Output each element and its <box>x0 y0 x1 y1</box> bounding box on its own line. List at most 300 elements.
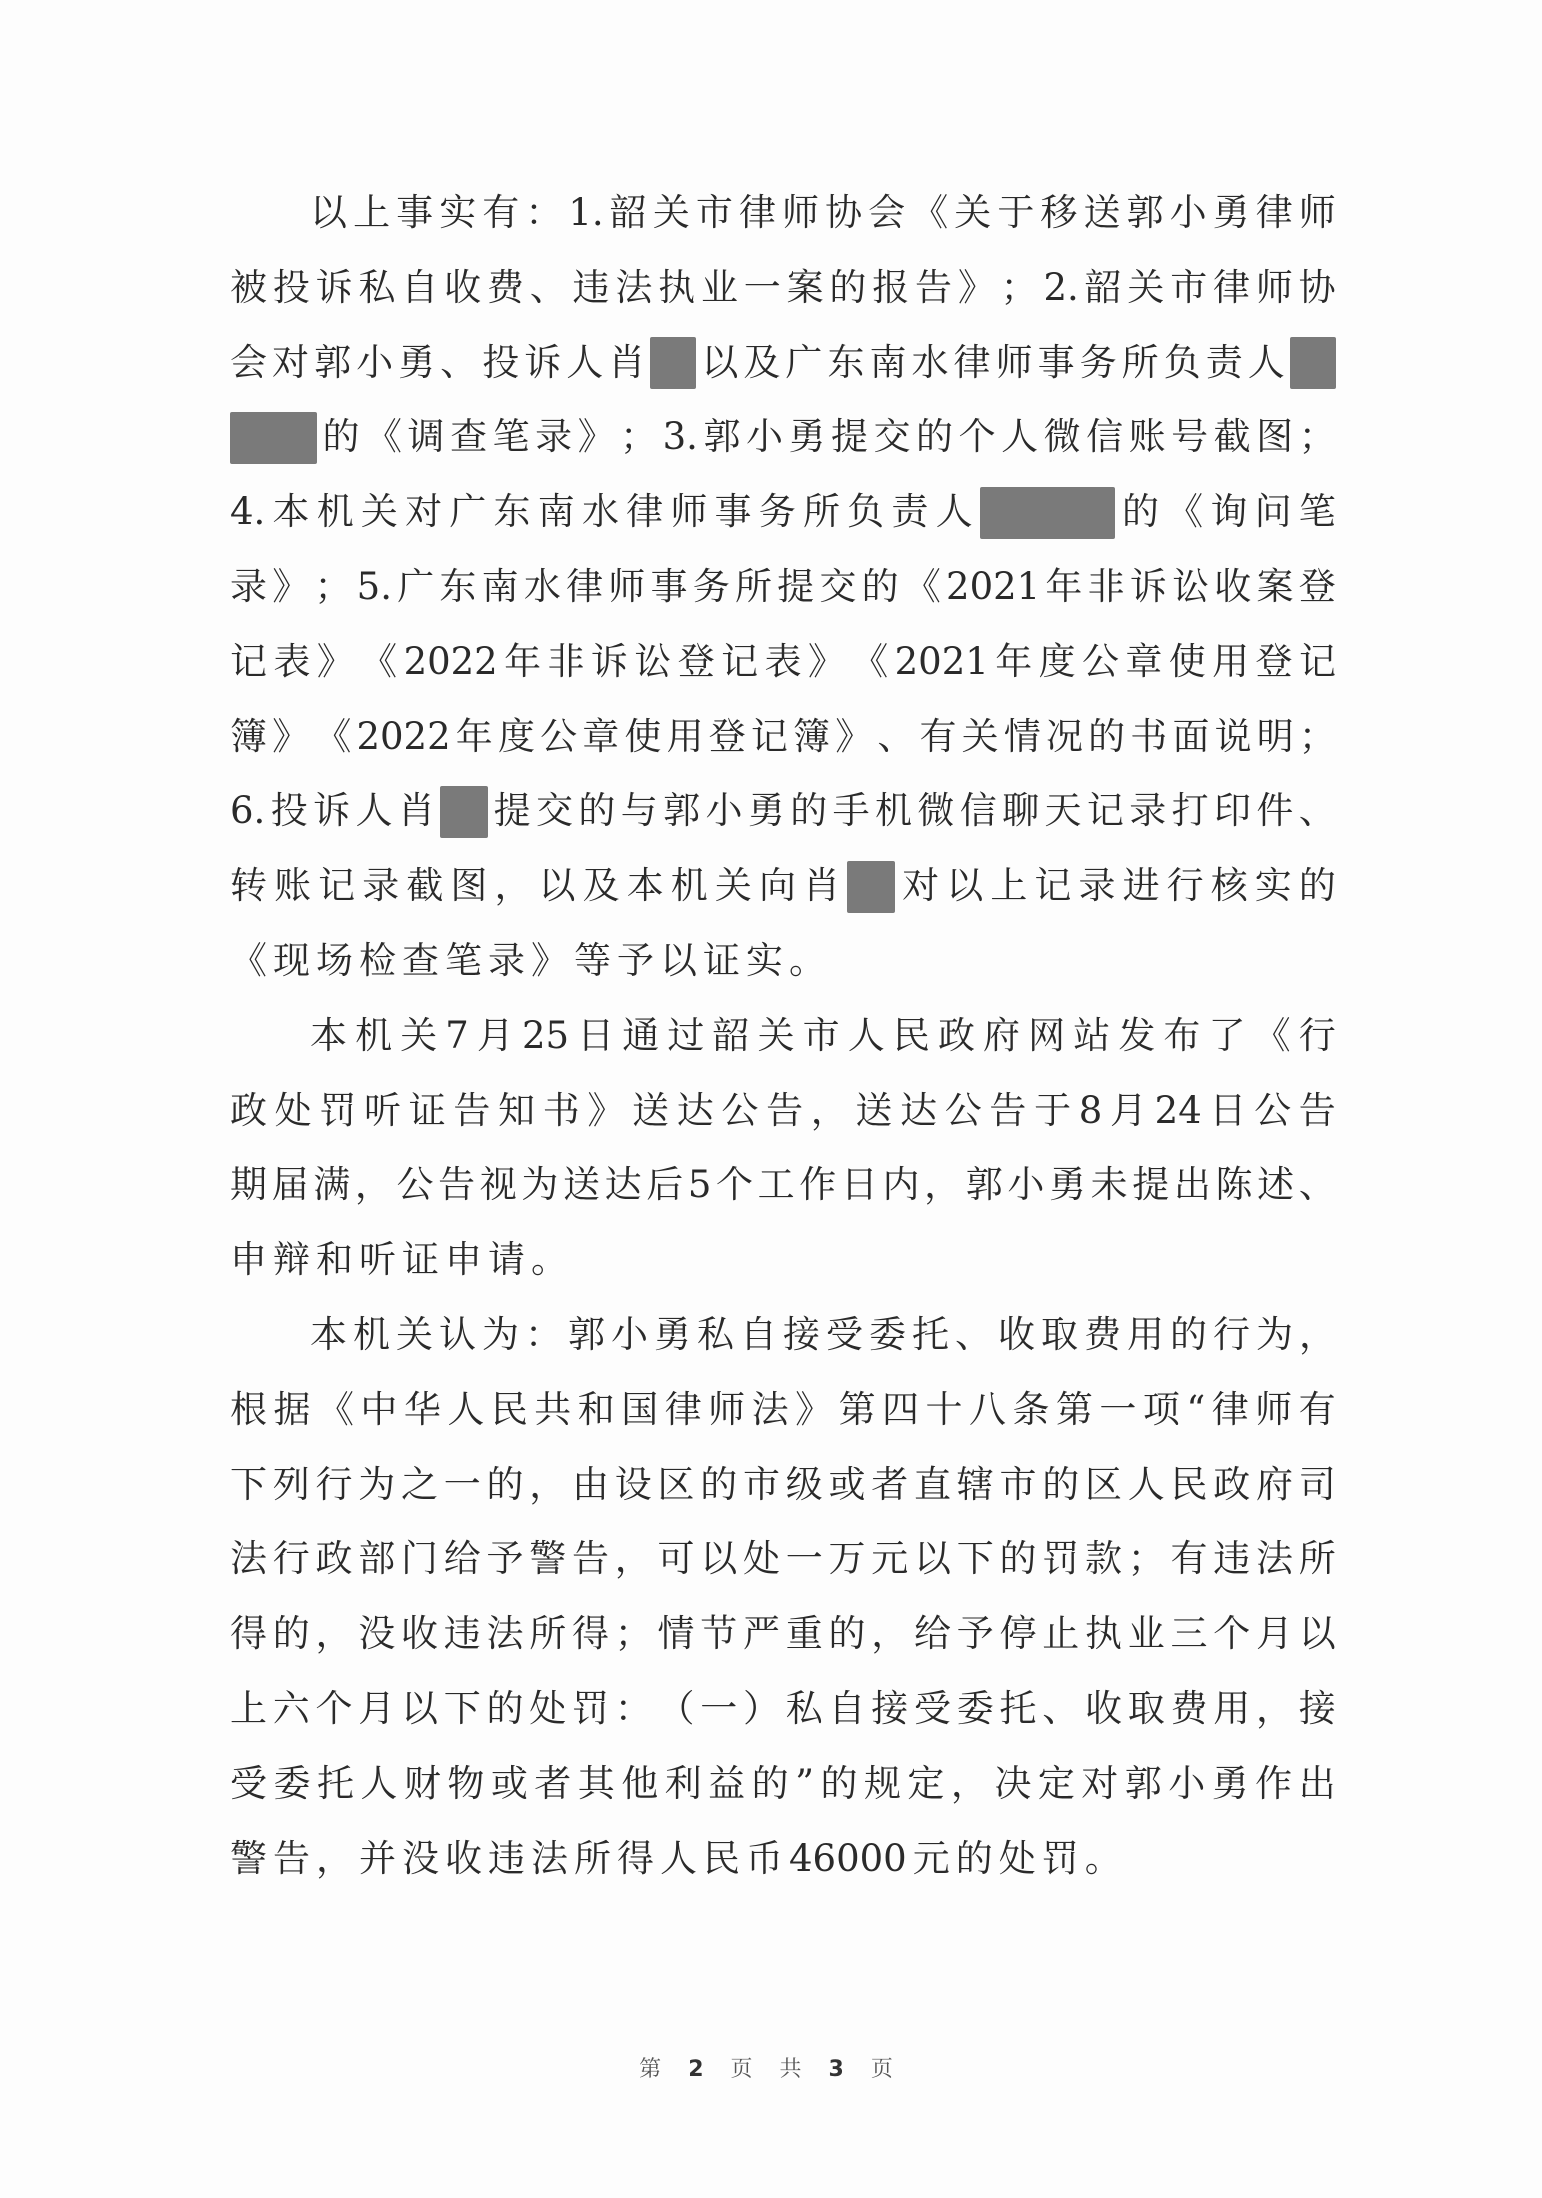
glyph: 》 <box>531 938 568 982</box>
glyph: ， <box>315 1612 353 1656</box>
glyph: 小 <box>611 1312 648 1356</box>
glyph: 法 <box>615 265 653 309</box>
glyph: 费 <box>1170 1686 1208 1730</box>
glyph: 《 <box>903 564 941 608</box>
glyph: 事 <box>714 490 752 534</box>
glyph: 一 <box>785 1537 823 1581</box>
glyph: 个 <box>716 1163 754 1207</box>
glyph: 关 <box>714 864 752 908</box>
glyph: 业 <box>700 265 738 309</box>
glyph: 况 <box>1045 714 1083 758</box>
glyph: 记 <box>1086 789 1124 833</box>
glyph: 1. <box>568 191 604 234</box>
glyph: 所 <box>574 1836 611 1880</box>
glyph: 案 <box>1256 564 1294 608</box>
glyph: 关 <box>400 1013 438 1057</box>
glyph: 记 <box>721 639 759 683</box>
glyph: ； <box>1298 714 1336 758</box>
glyph: 场 <box>316 938 353 982</box>
glyph: 问 <box>1254 490 1292 534</box>
glyph: ， <box>529 1462 567 1506</box>
glyph: 托 <box>912 1312 949 1356</box>
glyph: ； <box>314 564 352 608</box>
glyph: 自 <box>401 265 439 309</box>
glyph: ， <box>1256 1686 1293 1730</box>
glyph: 机 <box>670 864 708 908</box>
glyph: 东 <box>493 490 531 534</box>
glyph: 对 <box>272 340 310 384</box>
glyph: 律 <box>1211 1387 1249 1431</box>
glyph: ” <box>795 1761 815 1805</box>
glyph: 务 <box>758 490 796 534</box>
glyph: 登 <box>677 639 715 683</box>
glyph: 市 <box>999 1462 1037 1506</box>
glyph: 《 <box>851 639 889 683</box>
glyph: 证 <box>402 1238 439 1282</box>
glyph: 录 <box>362 864 400 908</box>
glyph: 24 <box>1154 1088 1202 1132</box>
glyph: 微 <box>1043 415 1081 459</box>
glyph: 委 <box>956 1686 994 1730</box>
glyph: 华 <box>403 1387 441 1431</box>
glyph: 郭 <box>1126 191 1164 234</box>
text-line <box>230 849 1336 924</box>
glyph: 站 <box>1073 1013 1111 1057</box>
glyph: 本 <box>310 1013 347 1057</box>
glyph: 》 <box>795 1387 833 1431</box>
glyph: 的 <box>751 1761 789 1805</box>
glyph: 业 <box>1127 1612 1165 1656</box>
glyph: 情 <box>657 1612 695 1656</box>
glyph: 的 <box>820 1761 858 1805</box>
text-line <box>230 1074 1336 1149</box>
glyph: 提 <box>493 789 531 833</box>
glyph: 录 <box>230 564 267 608</box>
glyph: 的 <box>829 265 867 309</box>
glyph: 移 <box>1040 191 1078 234</box>
glyph: ， <box>871 1612 909 1656</box>
text-line <box>230 475 1336 550</box>
glyph: 《 <box>316 1387 354 1431</box>
glyph: 告 <box>273 1836 310 1880</box>
glyph: 停 <box>999 1612 1037 1656</box>
text-line <box>230 400 1336 475</box>
glyph: 取 <box>1127 1686 1165 1730</box>
glyph: 师 <box>782 191 819 234</box>
glyph: 以 <box>538 864 576 908</box>
glyph: 师 <box>708 1387 746 1431</box>
glyph: 得 <box>230 1612 267 1656</box>
glyph: 与 <box>620 789 658 833</box>
glyph: 法 <box>230 1537 267 1581</box>
glyph: 师 <box>1255 265 1293 309</box>
glyph: 于 <box>997 191 1035 234</box>
glyph: 罚 <box>1041 1836 1079 1880</box>
glyph: 为 <box>521 1163 559 1207</box>
glyph: 南 <box>869 340 907 384</box>
glyph: 务 <box>1079 340 1117 384</box>
text-line <box>230 550 1336 625</box>
glyph: 八 <box>968 1387 1006 1431</box>
glyph: 机 <box>353 1312 390 1356</box>
glyph: 得 <box>572 1612 609 1656</box>
glyph: 告 <box>766 1088 804 1132</box>
glyph: 度 <box>497 714 535 758</box>
glyph: 账 <box>1128 415 1166 459</box>
glyph: 的 <box>486 1462 524 1506</box>
glyph: 以 <box>401 1686 438 1730</box>
glyph: 以 <box>914 1537 951 1581</box>
glyph: 接 <box>1298 1686 1336 1730</box>
glyph: 律 <box>953 340 991 384</box>
glyph: 的 <box>1042 1462 1080 1506</box>
glyph: 月 <box>476 1013 514 1057</box>
glyph: 处 <box>998 1836 1036 1880</box>
glyph: 会 <box>230 340 267 384</box>
glyph: 公 <box>540 714 578 758</box>
glyph: 本 <box>626 864 664 908</box>
glyph: ， <box>810 1088 848 1132</box>
glyph: 打 <box>1171 789 1209 833</box>
glyph: 区 <box>1085 1462 1122 1506</box>
glyph: 的 <box>1121 490 1159 534</box>
glyph: 《 <box>1253 1013 1291 1057</box>
glyph: 人 <box>935 490 973 534</box>
footer-middle: 页 共 <box>730 2057 812 2082</box>
glyph: 讼 <box>1172 564 1210 608</box>
footer-suffix: 页 <box>870 2057 903 2082</box>
glyph: 向 <box>758 864 796 908</box>
glyph: 告 <box>453 1088 491 1132</box>
glyph: 关 <box>360 490 398 534</box>
glyph: 广 <box>449 490 487 534</box>
glyph: 中 <box>360 1387 398 1431</box>
glyph: 托 <box>316 1761 354 1805</box>
glyph: 请 <box>488 1238 525 1282</box>
glyph: 违 <box>1213 1537 1251 1581</box>
glyph: 的 <box>272 1612 310 1656</box>
glyph: 事 <box>650 564 688 608</box>
glyph: 币 <box>746 1836 783 1880</box>
glyph: 出 <box>1298 1761 1336 1805</box>
glyph: 年 <box>995 639 1033 683</box>
glyph: 小 <box>1168 1761 1206 1805</box>
glyph: 财 <box>403 1761 441 1805</box>
glyph: 郭 <box>1124 1761 1162 1805</box>
glyph: 警 <box>529 1537 567 1581</box>
glyph: 没 <box>358 1612 396 1656</box>
glyph: 或 <box>828 1462 866 1506</box>
glyph: 通 <box>622 1013 660 1057</box>
glyph: 满 <box>313 1163 351 1207</box>
glyph: 一 <box>443 1462 481 1506</box>
glyph: 勇 <box>398 340 436 384</box>
glyph: 辖 <box>956 1462 994 1506</box>
glyph: 国 <box>621 1387 659 1431</box>
glyph: 十 <box>925 1387 963 1431</box>
glyph: 南 <box>481 564 519 608</box>
glyph: 律 <box>738 191 776 234</box>
glyph: 日 <box>840 1163 878 1207</box>
glyph: 图 <box>450 864 488 908</box>
glyph: 机 <box>316 490 354 534</box>
glyph: 郭 <box>703 415 741 459</box>
glyph: 由 <box>572 1462 609 1506</box>
glyph: 法 <box>1256 1537 1293 1581</box>
glyph: 》 <box>587 1088 625 1132</box>
glyph: 以 <box>660 938 697 982</box>
glyph: 告 <box>572 1537 609 1581</box>
glyph: 4. <box>230 490 266 534</box>
glyph: 有 <box>482 191 520 234</box>
glyph: 师 <box>1298 191 1336 234</box>
glyph: 记 <box>318 864 356 908</box>
glyph: 送 <box>855 1088 893 1132</box>
text-line <box>230 1822 1336 1897</box>
glyph: 实 <box>746 938 783 982</box>
glyph: 区 <box>657 1462 695 1506</box>
glyph: 私 <box>358 265 396 309</box>
glyph: 据 <box>273 1387 311 1431</box>
glyph: 交 <box>819 564 857 608</box>
glyph: 7 <box>445 1013 469 1057</box>
glyph: 六 <box>272 1686 310 1730</box>
glyph: 关 <box>954 191 992 234</box>
glyph: 收 <box>1214 564 1252 608</box>
glyph: 公 <box>721 1088 759 1132</box>
glyph: 郭 <box>663 789 701 833</box>
glyph: 处 <box>529 1686 567 1730</box>
glyph: 韶 <box>609 191 647 234</box>
glyph: 公 <box>1254 1088 1292 1132</box>
text-line <box>230 1522 1336 1597</box>
glyph: 责 <box>891 490 929 534</box>
glyph: （ <box>657 1686 695 1730</box>
glyph: 明 <box>1256 714 1294 758</box>
glyph: 止 <box>1042 1612 1080 1656</box>
glyph: 的 <box>700 1462 738 1506</box>
glyph: 面 <box>1172 714 1210 758</box>
glyph: 作 <box>799 1163 837 1207</box>
glyph: 笔 <box>445 938 482 982</box>
glyph: 。 <box>1084 1836 1122 1880</box>
glyph: 人 <box>1247 340 1285 384</box>
glyph: 告 <box>989 1088 1027 1132</box>
glyph: 元 <box>912 1836 950 1880</box>
text-line <box>230 326 1336 401</box>
glyph: 律 <box>1213 265 1250 309</box>
glyph: 》 <box>807 639 845 683</box>
glyph: 月 <box>358 1686 396 1730</box>
glyph: 后 <box>646 1163 684 1207</box>
glyph: 有 <box>919 714 957 758</box>
glyph: “ <box>1186 1387 1206 1431</box>
glyph: 记 <box>1298 639 1336 683</box>
glyph: 用 <box>1212 639 1250 683</box>
glyph: 现 <box>273 938 310 982</box>
glyph: 讼 <box>634 639 672 683</box>
glyph: 检 <box>359 938 396 982</box>
glyph: 对 <box>1081 1761 1119 1805</box>
glyph: 定 <box>1037 1761 1075 1805</box>
glyph: ： <box>614 1686 652 1730</box>
glyph: 的 <box>999 1537 1037 1581</box>
glyph: 微 <box>917 789 955 833</box>
glyph: 市 <box>743 1462 780 1506</box>
glyph: 记 <box>230 639 267 683</box>
glyph: ， <box>614 1537 652 1581</box>
glyph: 法 <box>531 1836 568 1880</box>
glyph: 严 <box>743 1612 780 1656</box>
glyph: 《 <box>365 415 403 459</box>
glyph: 罚 <box>319 1088 357 1132</box>
glyph: 使 <box>1168 639 1206 683</box>
glyph: 勇 <box>1049 1163 1087 1207</box>
glyph: 公 <box>944 1088 982 1132</box>
glyph: 第 <box>1055 1387 1093 1431</box>
glyph: 手 <box>832 789 870 833</box>
document-body <box>230 176 1336 1896</box>
glyph: ， <box>950 1761 988 1805</box>
glyph: 询 <box>1210 490 1248 534</box>
glyph: 机 <box>355 1013 393 1057</box>
glyph: ， <box>924 1163 962 1207</box>
glyph: 届 <box>271 1163 309 1207</box>
glyph: 自 <box>740 1312 777 1356</box>
glyph: 工 <box>757 1163 795 1207</box>
glyph: 章 <box>582 714 620 758</box>
glyph: 陈 <box>1215 1163 1253 1207</box>
glyph: 法 <box>486 1612 524 1656</box>
glyph: 2021 <box>894 639 989 683</box>
glyph: 关 <box>757 1013 795 1057</box>
glyph: 录 <box>1078 864 1116 908</box>
redaction-box <box>650 337 696 389</box>
total-pages-number: 3 <box>828 2057 854 2082</box>
glyph: 视 <box>479 1163 517 1207</box>
glyph: 使 <box>624 714 662 758</box>
glyph: 笔 <box>492 415 530 459</box>
glyph: 5 <box>687 1163 712 1207</box>
glyph: 下 <box>230 1462 267 1506</box>
glyph: 认 <box>439 1312 476 1356</box>
glyph: 查 <box>450 415 488 459</box>
glyph: 期 <box>230 1163 267 1207</box>
glyph: 的 <box>916 415 954 459</box>
glyph: 私 <box>697 1312 734 1356</box>
glyph: 送 <box>632 1088 670 1132</box>
glyph: 》 <box>835 714 873 758</box>
page-footer <box>0 2052 1542 2083</box>
glyph: 列 <box>272 1462 310 1506</box>
glyph: 或 <box>490 1761 528 1805</box>
glyph: 登 <box>708 714 746 758</box>
glyph: 政 <box>230 1088 267 1132</box>
glyph: 直 <box>914 1462 951 1506</box>
redaction-box <box>230 412 317 464</box>
glyph: 协 <box>825 191 863 234</box>
glyph: 、 <box>1298 789 1336 833</box>
glyph: 设 <box>614 1462 652 1506</box>
glyph: 勇 <box>1212 191 1250 234</box>
glyph: 律 <box>1255 191 1293 234</box>
glyph: 》 <box>577 415 615 459</box>
glyph: 所 <box>1298 1537 1336 1581</box>
glyph: 诉 <box>313 789 351 833</box>
glyph: 市 <box>695 191 733 234</box>
glyph: 下 <box>956 1537 994 1581</box>
glyph: 委 <box>273 1761 311 1805</box>
glyph: 《 <box>360 639 398 683</box>
glyph: 事 <box>396 191 434 234</box>
glyph: 师 <box>670 490 708 534</box>
glyph: 告 <box>438 1163 476 1207</box>
glyph: 责 <box>1205 340 1243 384</box>
glyph: 行 <box>315 1462 353 1506</box>
text-line <box>230 1597 1336 1672</box>
glyph: 托 <box>999 1686 1037 1730</box>
glyph: 的 <box>1170 1312 1207 1356</box>
glyph: 益 <box>708 1761 746 1805</box>
glyph: 的 <box>578 789 616 833</box>
glyph: 投 <box>482 340 520 384</box>
glyph: 勇 <box>1211 1761 1249 1805</box>
glyph: 聊 <box>1002 789 1040 833</box>
glyph: 内 <box>882 1163 920 1207</box>
redaction-box <box>980 487 1115 539</box>
glyph: 表 <box>764 639 802 683</box>
glyph: 提 <box>831 415 869 459</box>
glyph: 的 <box>955 1836 993 1880</box>
glyph: 出 <box>1173 1163 1211 1207</box>
text-line <box>230 176 1336 251</box>
glyph: 》 <box>272 714 310 758</box>
text-line <box>230 1448 1336 1523</box>
text-line <box>230 1672 1336 1747</box>
glyph: ， <box>354 1163 392 1207</box>
text-line <box>230 625 1336 700</box>
glyph: 根 <box>230 1387 267 1431</box>
glyph: 用 <box>666 714 704 758</box>
glyph: 件 <box>1256 789 1294 833</box>
glyph: 《 <box>314 714 352 758</box>
glyph: 小 <box>1007 1163 1045 1207</box>
glyph: 知 <box>498 1088 536 1132</box>
glyph: 韶 <box>1084 265 1122 309</box>
glyph: 人 <box>360 1761 398 1805</box>
glyph: 肖 <box>608 340 646 384</box>
glyph: 民 <box>1170 1462 1208 1506</box>
glyph: ） <box>743 1686 780 1730</box>
glyph: 交 <box>535 789 573 833</box>
text-line <box>230 1298 1336 1373</box>
glyph: 提 <box>1132 1163 1170 1207</box>
glyph: 东 <box>439 564 477 608</box>
glyph: 以 <box>700 1537 738 1581</box>
glyph: 受 <box>914 1686 951 1730</box>
glyph: 没 <box>402 1836 439 1880</box>
glyph: 了 <box>1208 1013 1246 1057</box>
glyph: 罚 <box>572 1686 609 1730</box>
glyph: 私 <box>785 1686 823 1730</box>
glyph: 《 <box>1166 490 1204 534</box>
glyph: 条 <box>1012 1387 1050 1431</box>
glyph: 人 <box>1127 1462 1165 1506</box>
glyph: 截 <box>1213 415 1251 459</box>
glyph: 用 <box>1127 1312 1164 1356</box>
glyph: 书 <box>542 1088 580 1132</box>
glyph: 第 <box>838 1387 876 1431</box>
